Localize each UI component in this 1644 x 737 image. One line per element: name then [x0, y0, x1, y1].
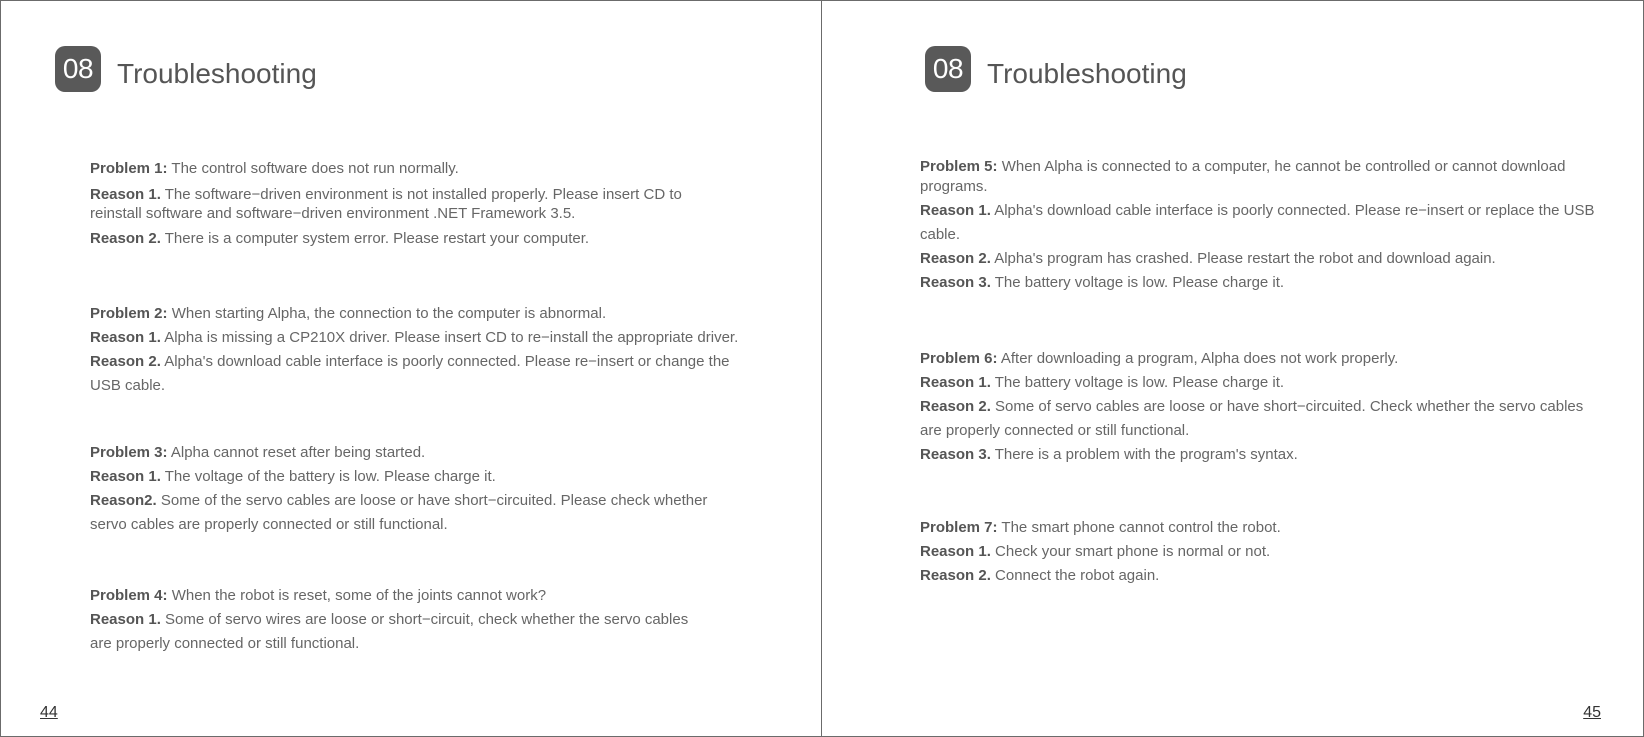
reason-line: Reason 1. Alpha's download cable interface is poorly connected. Please re−insert or replace the USB cable.: [920, 202, 1595, 243]
reason-line: Reason 2. Connect the robot again.: [920, 567, 1160, 584]
section-title: Troubleshooting: [987, 58, 1187, 89]
section-header: [55, 46, 317, 92]
problem-statement: Problem 1: The control software does not run normally.: [90, 160, 459, 177]
problem-statement: Problem 3: Alpha cannot reset after being started.: [90, 444, 426, 461]
reason-line: Reason 1. Some of servo wires are loose or short−circuit, check whether the servo cables are properly connected or still functional.: [90, 611, 689, 652]
reason-line: Reason 1. The software−driven environment is not installed properly. Please insert CD to reinstall software and software−driven environment .NET Framework 3.5.: [90, 186, 682, 222]
chapter-badge: 08: [55, 46, 101, 92]
problem-statement: Problem 4: When the robot is reset, some of the joints cannot work?: [90, 587, 547, 604]
page-number: 44: [40, 704, 58, 721]
section-header: [925, 46, 1187, 92]
reason-line: Reason 1. Alpha is missing a CP210X driver. Please insert CD to re−install the appropriate driver.: [90, 329, 739, 346]
problem-3-block: [90, 441, 730, 537]
problem-statement: Problem 7: The smart phone cannot control the robot.: [920, 519, 1281, 536]
page-number: 45: [1583, 704, 1601, 721]
problem-statement: Problem 5: When Alpha is connected to a computer, he cannot be controlled or cannot download programs.: [920, 158, 1566, 195]
reason-line: Reason 2. Alpha's download cable interface is poorly connected. Please re−insert or change the USB cable.: [90, 353, 730, 394]
reason-line: Reason 2. There is a computer system error. Please restart your computer.: [90, 230, 590, 247]
problem-statement: Problem 6: After downloading a program, Alpha does not work properly.: [920, 350, 1399, 367]
problem-statement: Problem 2: When starting Alpha, the connection to the computer is abnormal.: [90, 305, 607, 322]
reason-line: Reason 2. Alpha's program has crashed. Please restart the robot and download again.: [920, 250, 1496, 267]
reason-line: Reason 3. The battery voltage is low. Please charge it.: [920, 274, 1285, 291]
reason-line: Reason 2. Some of servo cables are loose or have short−circuited. Check whether the servo cables are properly connected or still functional.: [920, 398, 1584, 439]
chapter-badge: 08: [925, 46, 971, 92]
problem-2-block: [90, 302, 750, 398]
section-title: Troubleshooting: [117, 58, 317, 89]
problem-6-block: [920, 347, 1600, 467]
reason-line: Reason2. Some of the servo cables are loose or have short−circuited. Please check whether servo cables are properly connected or still functional.: [90, 492, 708, 533]
page-45: [821, 0, 1644, 737]
reason-line: Reason 3. There is a problem with the program's syntax.: [920, 446, 1298, 463]
reason-line: Reason 1. The battery voltage is low. Please charge it.: [920, 374, 1285, 391]
problem-5-block: [920, 157, 1600, 295]
reason-line: Reason 1. Check your smart phone is normal or not.: [920, 543, 1271, 560]
problem-4-block: [90, 584, 715, 656]
reason-line: Reason 1. The voltage of the battery is low. Please charge it.: [90, 468, 496, 485]
problem-7-block: [920, 516, 1600, 588]
problem-1-block: [90, 157, 710, 251]
